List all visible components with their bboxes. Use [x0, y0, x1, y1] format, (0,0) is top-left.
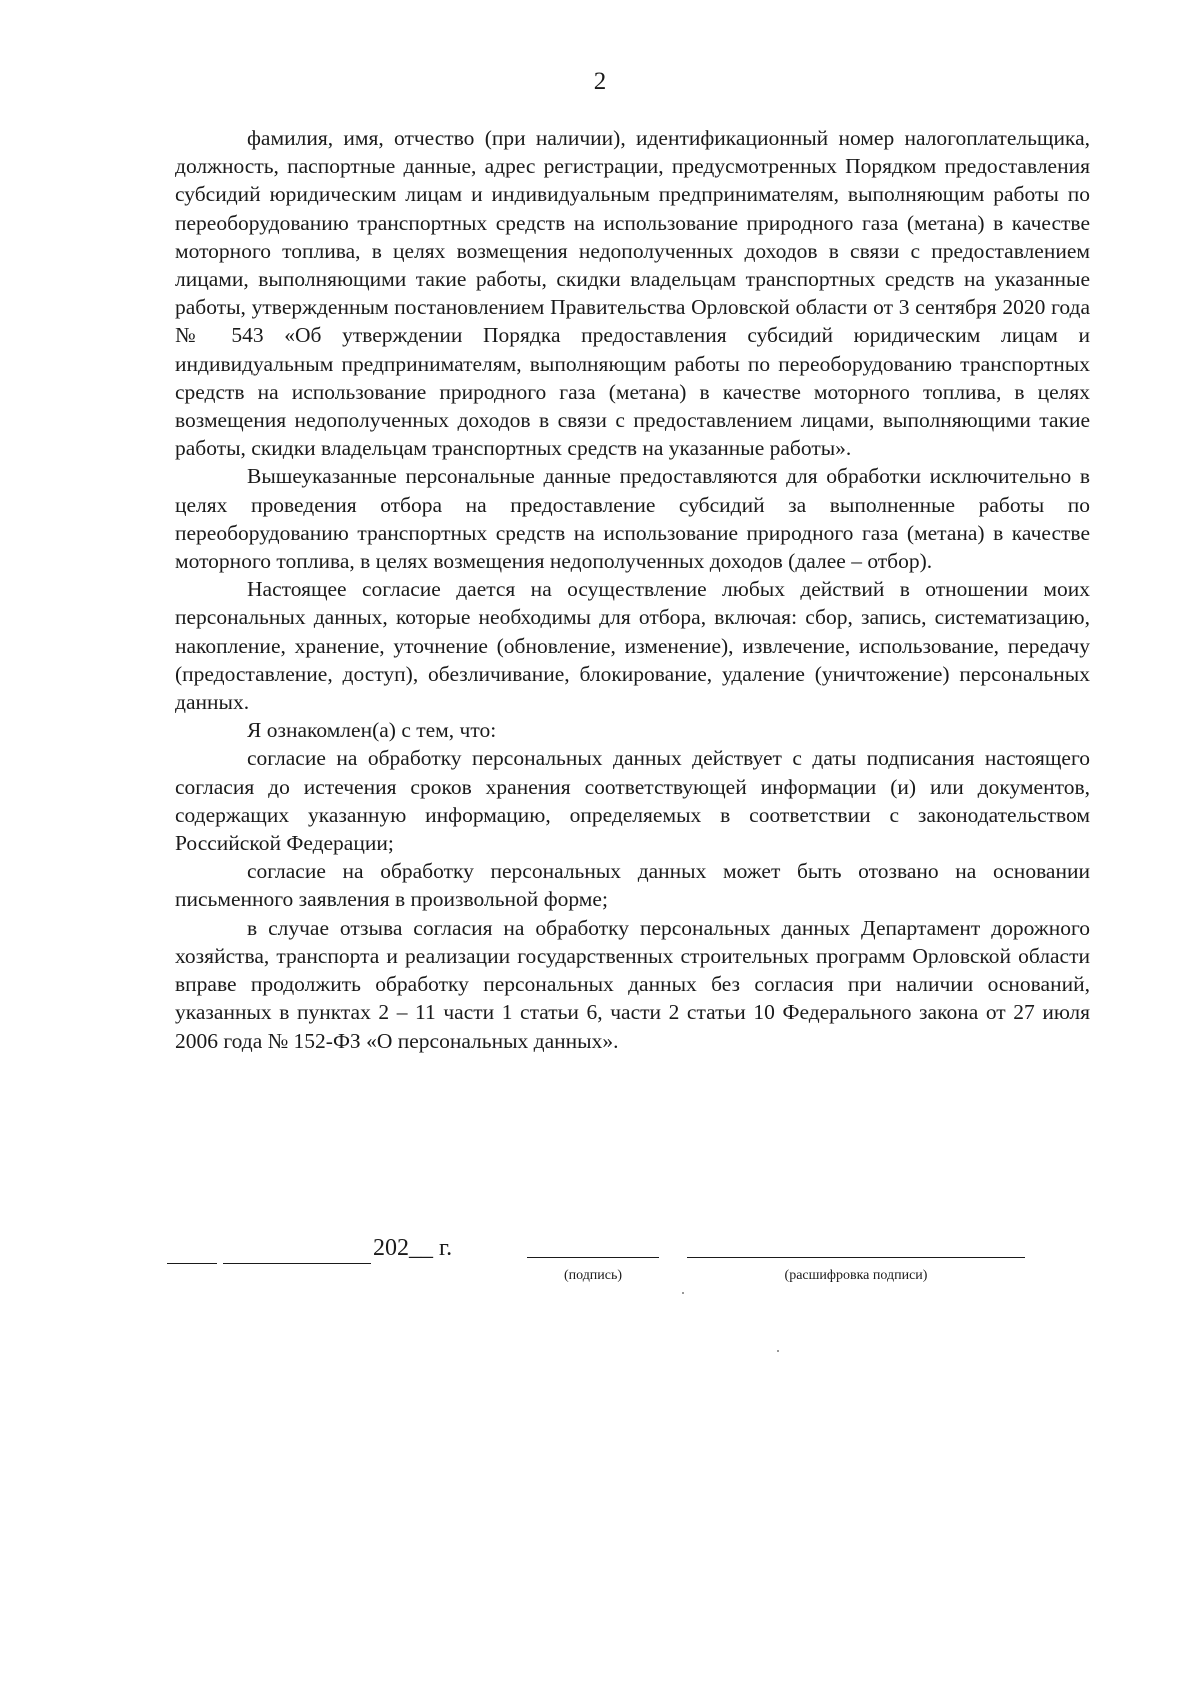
paragraph-revocation: согласие на обработку персональных данных может быть отозвано на основании письменного заявления в произвольной форме;	[175, 859, 1090, 912]
paragraph-acknowledgement: Я ознакомлен(а) с тем, что:	[247, 718, 497, 743]
paragraph-actions: Настоящее согласие дается на осуществление любых действий в отношении моих персональных данных, которые необходимы для отбора, включая: сбор, запись, систематизацию, накопление, хранение, уточнение (обновление, изменение), извлечение, использование, передачу (предоставление, доступ), обезличивание, блокирование, удаление (уничтожение) персональных данных.	[175, 577, 1090, 715]
consent-body	[175, 124, 1090, 1055]
signature-block	[175, 1235, 1090, 1295]
decoding-blank-line	[687, 1257, 1025, 1258]
scan-speck	[777, 1350, 779, 1352]
year-label: 202__ г.	[373, 1235, 453, 1261]
month-blank-line	[223, 1263, 371, 1264]
decoding-caption: (расшифровка подписи)	[784, 1268, 928, 1283]
scan-speck	[682, 1292, 684, 1294]
paragraph-purpose: Вышеуказанные персональные данные предоставляются для обработки исключительно в целях проведения отбора на предоставление субсидий за выполненные работы по переоборудованию транспортных средств на использование природного газа (метана) в качестве моторного топлива, в целях возмещения недополученных доходов (далее – отбор).	[175, 464, 1090, 574]
paragraph-continued-processing: в случае отзыва согласия на обработку персональных данных Департамент дорожного хозяйства, транспорта и реализации государственных строительных программ Орловской области вправе продолжить обработку персональных данных без согласия при наличии оснований, указанных в пунктах 2 – 11 части 1 статьи 6, части 2 статьи 10 Федерального закона от 27 июля 2006 года № 152-ФЗ «О персональных данных».	[175, 915, 1090, 1053]
signature-caption: (подпись)	[563, 1268, 623, 1283]
day-blank-line	[167, 1263, 217, 1264]
paragraph-validity: согласие на обработку персональных данных действует с даты подписания настоящего согласия до истечения сроков хранения соответствующей информации (и) или документов, содержащих указанную информацию, определяемых в соответствии с законодательством Российской Федерации;	[175, 746, 1090, 856]
page-number: 2	[593, 68, 607, 95]
paragraph-personal-data-list: фамилия, имя, отчество (при наличии), идентификационный номер налогоплательщика, должность, паспортные данные, адрес регистрации, предусмотренных Порядком предоставления субсидий юридическим лицам и индивидуальным предпринимателям, выполняющим работы по переоборудованию транспортных средств на использование природного газа (метана) в качестве моторного топлива, в целях возмещения недополученных доходов в связи с предоставлением лицами, выполняющими такие работы, скидки владельцам транспортных средств на указанные работы, утвержденным постановлением Правительства Орловской области от 3 сентября 2020 года № 543 «Об утверждении Порядка предоставления субсидий юридическим лицам и индивидуальным предпринимателям, выполняющим работы по переоборудованию транспортных средств на использование природного газа (метана) в качестве моторного топлива, в целях возмещения недополученных доходов в связи с предоставлением лицами, выполняющими такие работы, скидки владельцам транспортных средств на указанные работы».	[175, 126, 1090, 461]
signature-blank-line	[527, 1257, 659, 1258]
